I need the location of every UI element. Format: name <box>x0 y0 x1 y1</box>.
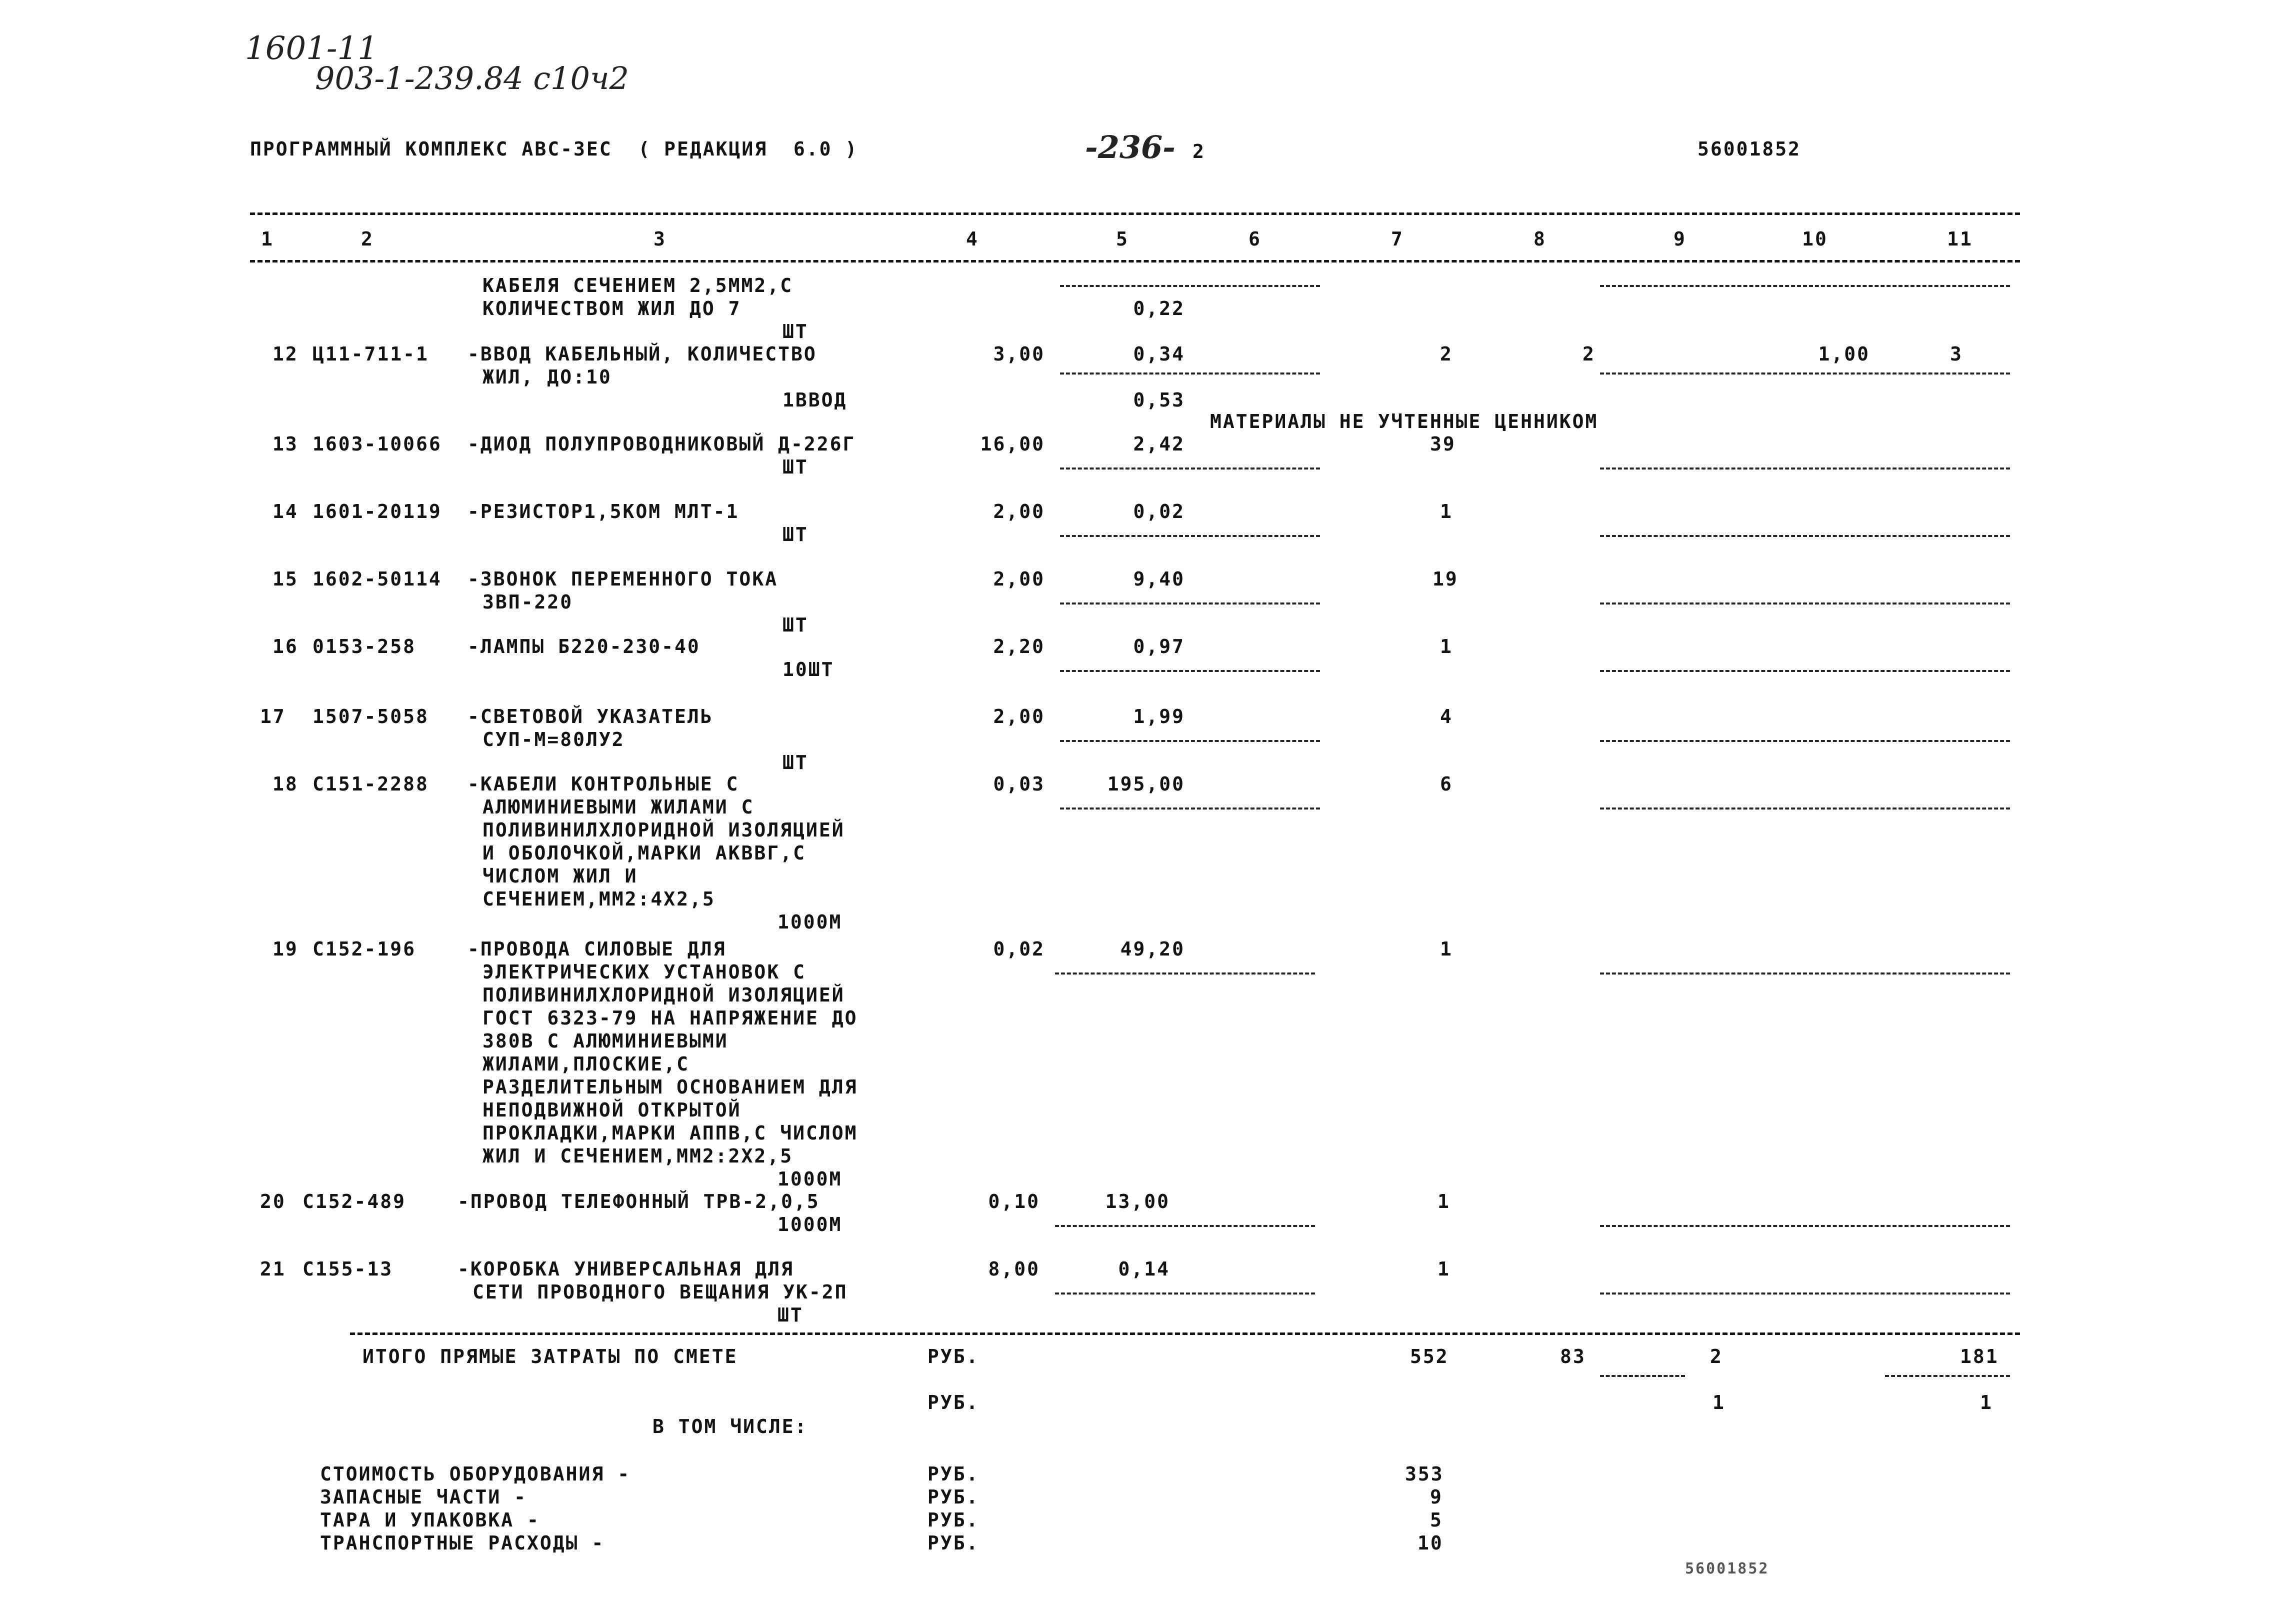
row-desc-line: СЕЧЕНИЕМ,ММ2:4Х2,5 <box>482 888 716 910</box>
breakdown-currency: РУБ. <box>928 1532 980 1554</box>
row-desc-line: СЕТИ ПРОВОДНОГО ВЕЩАНИЯ УК-2П <box>472 1281 848 1303</box>
col-header-2: 2 <box>361 228 374 250</box>
rule <box>1600 808 2010 810</box>
totals-col11: 181 <box>1960 1346 1999 1368</box>
rule <box>1600 468 2010 470</box>
row-desc-line: РАЗДЕЛИТЕЛЬНЫМ ОСНОВАНИЕМ ДЛЯ <box>482 1076 858 1098</box>
row-desc-line: НЕПОДВИЖНОЙ ОТКРЫТОЙ <box>482 1099 742 1121</box>
col-header-1: 1 <box>261 228 274 250</box>
col-header-5: 5 <box>1116 228 1129 250</box>
row-price: 1,99 <box>1133 706 1185 728</box>
row-quantity: 16,00 <box>980 433 1045 455</box>
rule <box>1060 740 1320 742</box>
rule <box>1600 372 2010 374</box>
row-col7: 6 <box>1440 773 1453 795</box>
row-desc-line: -КАБЕЛИ КОНТРОЛЬНЫЕ С <box>468 773 740 795</box>
row-quantity: 0,10 <box>988 1190 1040 1212</box>
rule <box>1055 1225 1315 1227</box>
totals-col11-secondary: 1 <box>1980 1392 1993 1414</box>
page-number: -236- <box>1085 129 1176 166</box>
row-quantity: 2,00 <box>993 568 1045 590</box>
row-code: С152-489 <box>302 1190 406 1212</box>
row-quantity: 2,00 <box>993 706 1045 728</box>
footer-stamp: 56001852 <box>1685 1560 1770 1578</box>
row-unit: ШТ <box>782 752 808 774</box>
breakdown-label: ЗАПАСНЫЕ ЧАСТИ - <box>320 1486 528 1508</box>
col-header-6: 6 <box>1248 228 1262 250</box>
col-header-8: 8 <box>1534 228 1546 250</box>
row-col7: 4 <box>1440 706 1453 728</box>
row-desc-line: КАБЕЛЯ СЕЧЕНИЕМ 2,5ММ2,С <box>482 274 794 296</box>
rule <box>1600 740 2010 742</box>
header-bottom-rule <box>250 260 2020 262</box>
row-desc-line: ЖИЛ И СЕЧЕНИЕМ,ММ2:2Х2,5 <box>482 1145 794 1167</box>
col-header-11: 11 <box>1947 228 1973 250</box>
row-unit: 1000М <box>778 1214 842 1236</box>
row-price: 0,14 <box>1118 1258 1170 1280</box>
row-quantity: 8,00 <box>988 1258 1040 1280</box>
row-col7: 2 <box>1440 343 1453 365</box>
row-code: 0153-258 <box>312 636 416 658</box>
row-unit: ШТ <box>782 524 808 546</box>
row-col7: 19 <box>1432 568 1458 590</box>
row-desc-line: ПОЛИВИНИЛХЛОРИДНОЙ ИЗОЛЯЦИЕЙ <box>482 984 845 1006</box>
row-price: 9,40 <box>1133 568 1185 590</box>
row-quantity: 0,03 <box>993 773 1045 795</box>
totals-col9: 2 <box>1710 1346 1723 1368</box>
row-number: 20 <box>260 1190 286 1212</box>
row-col10: 1,00 <box>1818 343 1870 365</box>
col-header-10: 10 <box>1802 228 1828 250</box>
header-top-rule <box>250 212 2020 215</box>
rule <box>1060 285 1320 287</box>
doc-code: 56001852 <box>1698 138 1802 160</box>
col-header-7: 7 <box>1391 228 1404 250</box>
row-unit: 1ВВОД <box>782 389 848 411</box>
breakdown-value: 10 <box>1418 1532 1444 1554</box>
totals-label: ИТОГО ПРЯМЫЕ ЗАТРАТЫ ПО СМЕТЕ <box>362 1346 738 1368</box>
row-desc-line: -ЛАМПЫ Б220-230-40 <box>468 636 700 658</box>
row-desc-line: -ПРОВОД ТЕЛЕФОННЫЙ ТРВ-2,0,5 <box>458 1190 820 1212</box>
row-price: 49,20 <box>1120 938 1185 960</box>
row-desc-line: СУП-М=80ЛУ2 <box>482 728 625 750</box>
row-desc-line: ГОСТ 6323-79 НА НАПРЯЖЕНИЕ ДО <box>482 1007 858 1029</box>
handwritten-archive-number: 1601-11 <box>245 30 378 67</box>
breakdown-currency: РУБ. <box>928 1486 980 1508</box>
row-desc-line: -ЗВОНОК ПЕРЕМЕННОГО ТОКА <box>468 568 778 590</box>
breakdown-value: 5 <box>1430 1509 1443 1531</box>
totals-col7: 552 <box>1410 1346 1449 1368</box>
row-unit: ШТ <box>782 614 808 636</box>
row-number: 17 <box>260 706 286 728</box>
rule <box>1055 1292 1315 1294</box>
row-col7: 1 <box>1440 500 1453 522</box>
row-code: Ц11-711-1 <box>312 343 429 365</box>
row-quantity: 2,00 <box>993 500 1045 522</box>
rule <box>1600 670 2010 672</box>
row-col7: 1 <box>1438 1258 1450 1280</box>
row-code: С155-13 <box>302 1258 394 1280</box>
rule <box>1060 670 1320 672</box>
row-code: 1603-10066 <box>312 433 442 455</box>
row-col7: 1 <box>1438 1190 1450 1212</box>
totals-rule <box>350 1332 2020 1335</box>
row-unit: ШТ <box>782 320 808 342</box>
breakdown-label: СТОИМОСТЬ ОБОРУДОВАНИЯ - <box>320 1463 631 1485</box>
row-unit: 10ШТ <box>782 658 834 680</box>
row-code: С151-2288 <box>312 773 429 795</box>
row-desc-line: -ДИОД ПОЛУПРОВОДНИКОВЫЙ Д-226Г <box>468 433 856 455</box>
row-price: 0,02 <box>1133 500 1185 522</box>
row-unit: ШТ <box>782 456 808 478</box>
row-price: 0,34 <box>1133 343 1185 365</box>
row-desc-line: ЭЛЕКТРИЧЕСКИХ УСТАНОВОК С <box>482 961 806 983</box>
row-desc-line: ПОЛИВИНИЛХЛОРИДНОЙ ИЗОЛЯЦИЕЙ <box>482 819 845 841</box>
row-price: 13,00 <box>1105 1190 1170 1212</box>
row-price: 0,22 <box>1133 298 1185 320</box>
page-suffix: 2 <box>1192 140 1206 162</box>
row-desc-line: -КОРОБКА УНИВЕРСАЛЬНАЯ ДЛЯ <box>458 1258 794 1280</box>
row-number: 14 <box>272 500 298 522</box>
rule <box>1600 972 2010 974</box>
row-code: С152-196 <box>312 938 416 960</box>
row-desc-line: -СВЕТОВОЙ УКАЗАТЕЛЬ <box>468 706 714 728</box>
totals-currency: РУБ. <box>928 1346 980 1368</box>
row-price-secondary: 0,53 <box>1133 389 1185 411</box>
program-title: ПРОГРАММНЫЙ КОМПЛЕКС АВС-3ЕС ( РЕДАКЦИЯ 6.0 ) <box>250 138 858 160</box>
row-desc-line: АЛЮМИНИЕВЫМИ ЖИЛАМИ С <box>482 796 754 818</box>
row-quantity: 2,20 <box>993 636 1045 658</box>
row-desc-line: ПРОКЛАДКИ,МАРКИ АППВ,С ЧИСЛОМ <box>482 1122 858 1144</box>
row-unit: ШТ <box>778 1304 804 1326</box>
row-desc-line: -ПРОВОДА СИЛОВЫЕ ДЛЯ <box>468 938 726 960</box>
totals-col9-secondary: 1 <box>1712 1392 1726 1414</box>
handwritten-project-code: 903-1-239.84 с10ч2 <box>315 60 629 96</box>
rule <box>1060 535 1320 537</box>
totals-col8: 83 <box>1560 1346 1586 1368</box>
rule <box>1600 535 2010 537</box>
including-label: В ТОМ ЧИСЛЕ: <box>652 1416 808 1438</box>
row-col11: 3 <box>1950 343 1963 365</box>
rule <box>1060 808 1320 810</box>
rule <box>1060 372 1320 374</box>
totals-currency-secondary: РУБ. <box>928 1392 980 1414</box>
row-desc-line: ЧИСЛОМ ЖИЛ И <box>482 865 638 887</box>
col-header-9: 9 <box>1674 228 1686 250</box>
row-desc-line: КОЛИЧЕСТВОМ ЖИЛ ДО 7 <box>482 298 742 320</box>
rule <box>1600 1225 2010 1227</box>
row-unit: 1000М <box>778 911 842 933</box>
row-desc-line: -ВВОД КАБЕЛЬНЫЙ, КОЛИЧЕСТВО <box>468 343 817 365</box>
row-price: 0,97 <box>1133 636 1185 658</box>
row-unit: 1000М <box>778 1168 842 1190</box>
row-price: 2,42 <box>1133 433 1185 455</box>
row-price: 195,00 <box>1107 773 1185 795</box>
row-col7: 39 <box>1430 433 1456 455</box>
breakdown-value: 353 <box>1405 1463 1444 1485</box>
row-number: 13 <box>272 433 298 455</box>
rule <box>1060 602 1320 604</box>
row-desc-line: 380В С АЛЮМИНИЕВЫМИ <box>482 1030 728 1052</box>
breakdown-value: 9 <box>1430 1486 1443 1508</box>
rule <box>1600 285 2010 287</box>
rule <box>1600 1375 1685 1377</box>
row-desc-line: И ОБОЛОЧКОЙ,МАРКИ АКВВГ,С <box>482 842 806 864</box>
rule <box>1055 972 1315 974</box>
row-code: 1601-20119 <box>312 500 442 522</box>
breakdown-label: ТРАНСПОРТНЫЕ РАСХОДЫ - <box>320 1532 605 1554</box>
row-col7: 1 <box>1440 938 1453 960</box>
row-col8: 2 <box>1582 343 1596 365</box>
row-code: 1507-5058 <box>312 706 429 728</box>
row-number: 19 <box>272 938 298 960</box>
rule <box>1060 468 1320 470</box>
row-desc-line: ЖИЛАМИ,ПЛОСКИЕ,С <box>482 1053 690 1075</box>
rule <box>1600 602 2010 604</box>
unaccounted-materials-note: МАТЕРИАЛЫ НЕ УЧТЕННЫЕ ЦЕННИКОМ <box>1210 410 1598 432</box>
row-number: 12 <box>272 343 298 365</box>
rule <box>1600 1292 2010 1294</box>
breakdown-label: ТАРА И УПАКОВКА - <box>320 1509 540 1531</box>
col-header-3: 3 <box>654 228 666 250</box>
row-quantity: 3,00 <box>993 343 1045 365</box>
rule <box>1885 1375 2010 1377</box>
row-code: 1602-50114 <box>312 568 442 590</box>
row-quantity: 0,02 <box>993 938 1045 960</box>
row-desc-line: -РЕЗИСТОР1,5КОМ МЛТ-1 <box>468 500 740 522</box>
row-col7: 1 <box>1440 636 1453 658</box>
row-number: 15 <box>272 568 298 590</box>
row-desc-line: ЖИЛ, ДО:10 <box>482 366 612 388</box>
row-number: 21 <box>260 1258 286 1280</box>
col-header-4: 4 <box>966 228 979 250</box>
breakdown-currency: РУБ. <box>928 1509 980 1531</box>
row-number: 16 <box>272 636 298 658</box>
row-number: 18 <box>272 773 298 795</box>
row-desc-line: ЗВП-220 <box>482 591 574 613</box>
breakdown-currency: РУБ. <box>928 1463 980 1485</box>
